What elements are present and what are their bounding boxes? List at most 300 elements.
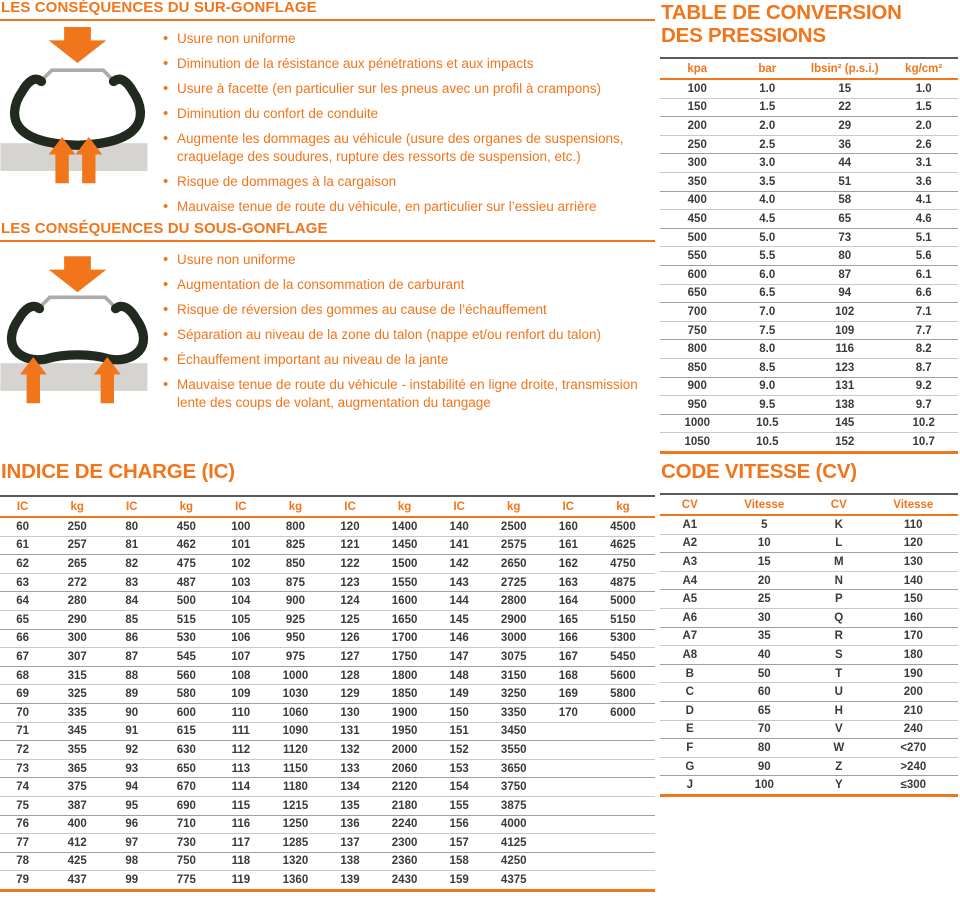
underinflation-consequences-list [162, 251, 648, 419]
bullet-item: • Augmente les dommages au véhicule (usure des organes de suspensions, craquelage des soudures, rupture des ressorts de suspension, etc.) [162, 130, 648, 165]
table-cell: Z [835, 760, 843, 773]
table-cell: H [834, 704, 843, 717]
table-cell: 44 [838, 157, 852, 170]
column-header: lbsin² (p.s.i.) [810, 62, 879, 75]
table-cell: 4375 [500, 874, 527, 887]
table-cell: 1.0 [759, 82, 776, 95]
table-cell: W [833, 741, 845, 754]
table-cell: 6.0 [759, 268, 776, 281]
table-cell: 82 [125, 557, 139, 570]
table-row [660, 396, 958, 415]
table-cell: 3350 [500, 706, 527, 719]
table-cell: 70 [16, 706, 29, 719]
table-row [660, 210, 958, 229]
table-cell [591, 852, 655, 871]
table-cell: 140 [903, 574, 923, 587]
table-cell: 164 [558, 595, 578, 608]
table-cell: 98 [125, 855, 139, 868]
table-cell: 2650 [500, 557, 527, 570]
table-cell: 5.6 [915, 250, 932, 263]
table-cell: 3.6 [915, 175, 932, 188]
table-cell: 144 [449, 595, 469, 608]
table-cell: 140 [449, 520, 469, 533]
table-cell: 600 [176, 706, 196, 719]
table-row [660, 553, 958, 572]
table-cell: A5 [682, 593, 698, 606]
table-cell: B [685, 667, 694, 680]
table-cell: 4.1 [915, 194, 932, 207]
bullet-item: • Mauvaise tenue de route du véhicule, en particulier sur l’essieu arrière [162, 198, 648, 216]
table-cell: 9.5 [759, 398, 776, 411]
table-cell: 160 [558, 520, 578, 533]
table-cell: 145 [835, 417, 855, 430]
table-cell: 325 [67, 688, 87, 701]
bullet-item: • Séparation au niveau de la zone du talon (nappe et/ou renfort du talon) [162, 326, 648, 344]
table-cell: 75 [16, 799, 29, 812]
table-cell: 65 [838, 212, 852, 225]
table-cell: 3.1 [915, 157, 932, 170]
table-cell: 500 [176, 595, 196, 608]
table-cell: 400 [687, 194, 707, 207]
table-cell: 8.0 [759, 343, 776, 356]
table-cell: 114 [231, 781, 251, 794]
table-cell: 2575 [500, 539, 527, 552]
table-cell: 160 [903, 611, 923, 624]
table-cell: F [686, 741, 694, 754]
column-header: IC [453, 500, 465, 513]
table-cell: 15 [757, 555, 771, 568]
table-row [660, 646, 958, 665]
pressure-conversion-section [660, 0, 958, 454]
table-cell: 50 [757, 667, 771, 680]
table-cell: 1800 [391, 669, 418, 682]
table-cell: 8.2 [915, 343, 932, 356]
table-row [0, 778, 655, 797]
table-header-row [660, 494, 958, 515]
column-header: kg [397, 500, 412, 513]
table-cell: 4875 [610, 576, 636, 589]
table-row [660, 135, 958, 154]
table-cell: 87 [125, 650, 139, 663]
table-cell: 66 [16, 632, 29, 645]
table-cell: 65 [757, 704, 771, 717]
table-cell: 138 [835, 398, 855, 411]
table-cell: 79 [16, 874, 29, 887]
table-cell: 30 [757, 611, 771, 624]
table-row [0, 871, 655, 891]
table-cell: 950 [687, 398, 707, 411]
table-cell [546, 871, 591, 891]
table-cell: 88 [125, 669, 139, 682]
column-header: kg [179, 500, 193, 513]
table-cell: 124 [340, 595, 360, 608]
table-cell: 120 [903, 537, 923, 550]
table-cell: 5 [761, 518, 768, 531]
bullet-item: • Augmentation de la consommation de carburant [162, 276, 648, 294]
table-cell: 168 [558, 669, 578, 682]
table-row [660, 414, 958, 433]
table-cell: 10.7 [912, 436, 935, 449]
table-row [660, 98, 958, 117]
table-row [0, 741, 655, 760]
table-cell: 104 [231, 595, 251, 608]
table-cell: 290 [67, 613, 87, 626]
table-cell: 125 [340, 613, 360, 626]
table-cell: 600 [687, 268, 707, 281]
table-cell: 166 [558, 632, 578, 645]
table-cell: 1000 [282, 669, 309, 682]
table-cell [546, 778, 591, 797]
table-cell: 1750 [391, 650, 418, 663]
table-cell: 530 [176, 632, 196, 645]
table-cell: 355 [67, 743, 87, 756]
table-cell [546, 796, 591, 815]
table-row [660, 303, 958, 322]
table-cell: 72 [16, 743, 29, 756]
table-cell: 1450 [391, 539, 418, 552]
table-cell: 1250 [282, 818, 309, 831]
table-cell [546, 834, 591, 853]
table-cell: 157 [449, 836, 469, 849]
table-cell: 6000 [610, 706, 636, 719]
table-cell: A7 [682, 630, 698, 643]
tire-underinflation-illustration [0, 248, 162, 436]
table-cell: 375 [67, 781, 87, 794]
table-cell [546, 741, 591, 760]
table-cell: 68 [16, 669, 29, 682]
table-cell: 162 [558, 557, 578, 570]
table-cell: 127 [340, 650, 360, 663]
table-cell: 550 [687, 250, 707, 263]
table-cell: 151 [449, 725, 469, 738]
table-cell: 210 [903, 704, 923, 717]
table-cell: 80 [757, 741, 771, 754]
table-cell: 1900 [391, 706, 418, 719]
table-cell: 8.7 [915, 361, 932, 374]
table-row [660, 358, 958, 377]
table-cell: S [834, 648, 843, 661]
bullet-item: • Mauvaise tenue de route du véhicule - instabilité en ligne droite, transmission lente des coups de volant, augmentation du tangage [162, 376, 648, 411]
table-cell: 154 [449, 781, 469, 794]
table-cell: 73 [838, 231, 852, 244]
table-cell: 137 [340, 836, 360, 849]
bullet-item: • Diminution du confort de conduite [162, 105, 648, 123]
down-arrow-icon [49, 256, 107, 292]
table-row [660, 515, 958, 534]
table-cell: 153 [449, 762, 469, 775]
table-row [0, 666, 655, 685]
table-cell: 487 [176, 576, 196, 589]
table-cell: 875 [285, 576, 306, 589]
table-cell: 650 [176, 762, 196, 775]
table-cell: 450 [176, 520, 196, 533]
column-header: kg [507, 500, 521, 513]
table-cell: A6 [682, 611, 698, 624]
table-cell: 240 [903, 723, 923, 736]
column-header: kg [70, 500, 84, 513]
table-cell: 1320 [282, 855, 309, 868]
table-row [660, 154, 958, 173]
bullet-item: • Risque de réversion des gommes au cause de l’échauffement [162, 301, 648, 319]
table-cell: 2120 [391, 781, 418, 794]
table-cell: 800 [285, 520, 306, 533]
table-cell: 4250 [500, 855, 527, 868]
table-cell: 129 [340, 688, 360, 701]
table-cell: 62 [16, 557, 29, 570]
column-header: kg [616, 500, 630, 513]
table-cell: 2.0 [915, 119, 932, 132]
table-cell: 3250 [500, 688, 527, 701]
table-cell: 900 [687, 380, 707, 393]
table-cell [591, 722, 655, 741]
table-cell: 2725 [500, 576, 527, 589]
table-cell: 500 [687, 231, 707, 244]
pressure-table-title-line2: DES PRESSIONS [661, 24, 826, 47]
table-cell: 136 [340, 818, 360, 831]
table-cell: 5.5 [759, 250, 776, 263]
tire-overinflated-icon [0, 27, 155, 210]
table-cell: 109 [835, 324, 855, 337]
table-cell [546, 815, 591, 834]
table-cell [546, 722, 591, 741]
table-cell: 71 [16, 725, 29, 738]
table-cell: 76 [16, 818, 29, 831]
table-cell: 462 [176, 539, 196, 552]
bullet-item: • Risque de dommages à la cargaison [162, 173, 648, 191]
table-cell: 350 [687, 175, 707, 188]
table-row [0, 536, 655, 555]
table-cell: 5450 [610, 650, 636, 663]
table-cell: 345 [67, 725, 87, 738]
table-cell: 135 [340, 799, 360, 812]
table-cell: 3450 [500, 725, 527, 738]
table-cell: >240 [900, 760, 927, 773]
table-cell: 4000 [500, 818, 527, 831]
table-cell: C [685, 686, 694, 699]
column-header: bar [758, 62, 777, 75]
table-row [660, 701, 958, 720]
table-row [660, 172, 958, 191]
table-cell: 152 [835, 436, 855, 449]
table-cell: 96 [125, 818, 139, 831]
table-cell: 73 [16, 762, 29, 775]
table-cell: 101 [231, 539, 251, 552]
table-cell: 9.0 [759, 380, 776, 393]
table-cell: 200 [903, 686, 923, 699]
table-cell: 165 [558, 613, 578, 626]
table-cell: 141 [449, 539, 469, 552]
table-cell: 60 [757, 686, 771, 699]
table-cell: 90 [125, 706, 139, 719]
table-cell: 515 [176, 613, 196, 626]
table-cell: 150 [687, 101, 707, 114]
table-cell: 63 [16, 576, 29, 589]
tire-outline [15, 79, 141, 145]
table-cell [591, 871, 655, 891]
table-cell: 99 [125, 874, 139, 887]
table-cell: 123 [340, 576, 360, 589]
table-cell: 123 [835, 361, 855, 374]
table-cell [591, 759, 655, 778]
table-cell: 425 [67, 855, 87, 868]
table-header-row [660, 58, 958, 79]
table-cell: 51 [838, 175, 852, 188]
table-cell: 580 [176, 688, 196, 701]
table-cell: 850 [687, 361, 707, 374]
table-cell: 272 [67, 576, 87, 589]
table-row [660, 265, 958, 284]
table-cell: 4.6 [915, 212, 932, 225]
table-cell: A1 [682, 518, 698, 531]
table-row [0, 573, 655, 592]
table-cell: 100 [687, 82, 707, 95]
table-cell: 825 [285, 539, 306, 552]
table-cell: 1090 [282, 725, 309, 738]
table-cell: 3075 [500, 650, 527, 663]
column-header: IC [125, 500, 138, 513]
table-cell: 300 [687, 157, 707, 170]
overinflation-section-title: LES CONSÉQUENCES DU SUR-GONFLAGE [0, 0, 655, 21]
table-cell: 4750 [610, 557, 636, 570]
table-cell: 250 [67, 520, 87, 533]
table-cell: 133 [340, 762, 360, 775]
table-cell: 615 [176, 725, 196, 738]
table-cell: V [834, 723, 843, 736]
table-cell: 107 [231, 650, 251, 663]
table-cell: 142 [449, 557, 469, 570]
table-cell: 250 [687, 138, 707, 151]
table-cell: 3000 [500, 632, 527, 645]
table-cell: 110 [231, 706, 251, 719]
table-cell: 545 [176, 650, 196, 663]
column-header: IC [344, 500, 356, 513]
table-cell: P [834, 593, 843, 606]
bullet-item: • Usure non uniforme [162, 30, 648, 48]
table-cell: 128 [340, 669, 360, 682]
table-cell: 1120 [282, 743, 308, 756]
table-cell: 1150 [282, 762, 308, 775]
table-row [0, 648, 655, 667]
table-cell: 150 [449, 706, 469, 719]
underinflation-section-title: LES CONSÉQUENCES DU SOUS-GONFLAGE [0, 221, 655, 242]
table-cell: 1700 [391, 632, 418, 645]
table-cell: 111 [231, 725, 250, 738]
table-row [660, 590, 958, 609]
tire-outline [12, 306, 144, 359]
table-cell: 475 [176, 557, 196, 570]
table-cell: 20 [757, 574, 771, 587]
table-cell: 365 [67, 762, 87, 775]
table-cell: 64 [16, 595, 29, 608]
table-row [0, 852, 655, 871]
table-cell: 163 [558, 576, 578, 589]
table-cell: 81 [125, 539, 139, 552]
down-arrow-icon [49, 27, 107, 63]
table-cell: 87 [838, 268, 852, 281]
speed-code-title: CODE VITESSE (CV) [661, 460, 857, 483]
table-cell: 850 [285, 557, 306, 570]
table-cell: 950 [285, 632, 306, 645]
table-cell: 7.1 [915, 305, 932, 318]
table-cell: 89 [125, 688, 139, 701]
table-cell: 1180 [282, 781, 308, 794]
table-cell: 70 [757, 723, 771, 736]
table-cell [591, 834, 655, 853]
table-cell: 131 [835, 380, 855, 393]
table-cell: 117 [231, 836, 251, 849]
table-cell: 115 [231, 799, 251, 812]
table-cell: 400 [67, 818, 87, 831]
table-cell: 61 [16, 539, 29, 552]
table-cell: 6.5 [759, 287, 776, 300]
table-row [0, 592, 655, 611]
table-row [0, 555, 655, 574]
table-cell [591, 815, 655, 834]
table-cell: 5800 [610, 688, 636, 701]
table-cell: 7.5 [759, 324, 776, 337]
table-cell: 94 [125, 781, 139, 794]
table-row [660, 720, 958, 739]
table-cell: 80 [838, 250, 852, 263]
table-cell: 83 [125, 576, 139, 589]
column-header: kg [288, 500, 303, 513]
table-cell: 257 [67, 539, 87, 552]
table-cell: 1600 [391, 595, 418, 608]
table-row [660, 284, 958, 303]
table-cell: 190 [903, 667, 923, 680]
table-cell: 2.5 [759, 138, 776, 151]
table-cell: 10.5 [756, 417, 779, 430]
table-cell: 132 [340, 743, 360, 756]
table-cell: 775 [176, 874, 196, 887]
table-cell: 138 [340, 855, 360, 868]
table-cell: 2240 [391, 818, 418, 831]
table-cell: 5300 [610, 632, 636, 645]
table-cell: 4.0 [759, 194, 776, 207]
table-cell: 650 [687, 287, 707, 300]
load-index-table [0, 495, 655, 892]
table-cell: ≤300 [900, 779, 927, 792]
table-cell: 29 [838, 119, 852, 132]
pressure-table-title-line1: TABLE DE CONVERSION [661, 1, 902, 24]
table-cell: G [685, 760, 695, 773]
table-cell: 3.5 [759, 175, 776, 188]
table-cell: 2360 [391, 855, 418, 868]
table-cell: 2430 [391, 874, 418, 887]
table-cell: 158 [449, 855, 469, 868]
table-row [660, 776, 958, 796]
table-cell: 200 [687, 119, 707, 132]
table-cell: R [834, 630, 843, 643]
table-cell: 2800 [500, 595, 527, 608]
table-cell: 108 [231, 669, 251, 682]
table-cell: J [686, 779, 693, 792]
table-cell: 1500 [391, 557, 418, 570]
table-row [660, 117, 958, 136]
table-cell: 3.0 [759, 157, 776, 170]
table-row [660, 683, 958, 702]
column-header: Vitesse [744, 498, 785, 511]
table-cell: 86 [125, 632, 139, 645]
table-cell: 1360 [282, 874, 309, 887]
table-cell: 156 [449, 818, 469, 831]
table-row [660, 627, 958, 646]
table-cell: 169 [558, 688, 578, 701]
table-cell: Y [834, 779, 843, 792]
column-header: IC [562, 500, 575, 513]
table-cell: 6.1 [915, 268, 932, 281]
table-row [0, 517, 655, 536]
